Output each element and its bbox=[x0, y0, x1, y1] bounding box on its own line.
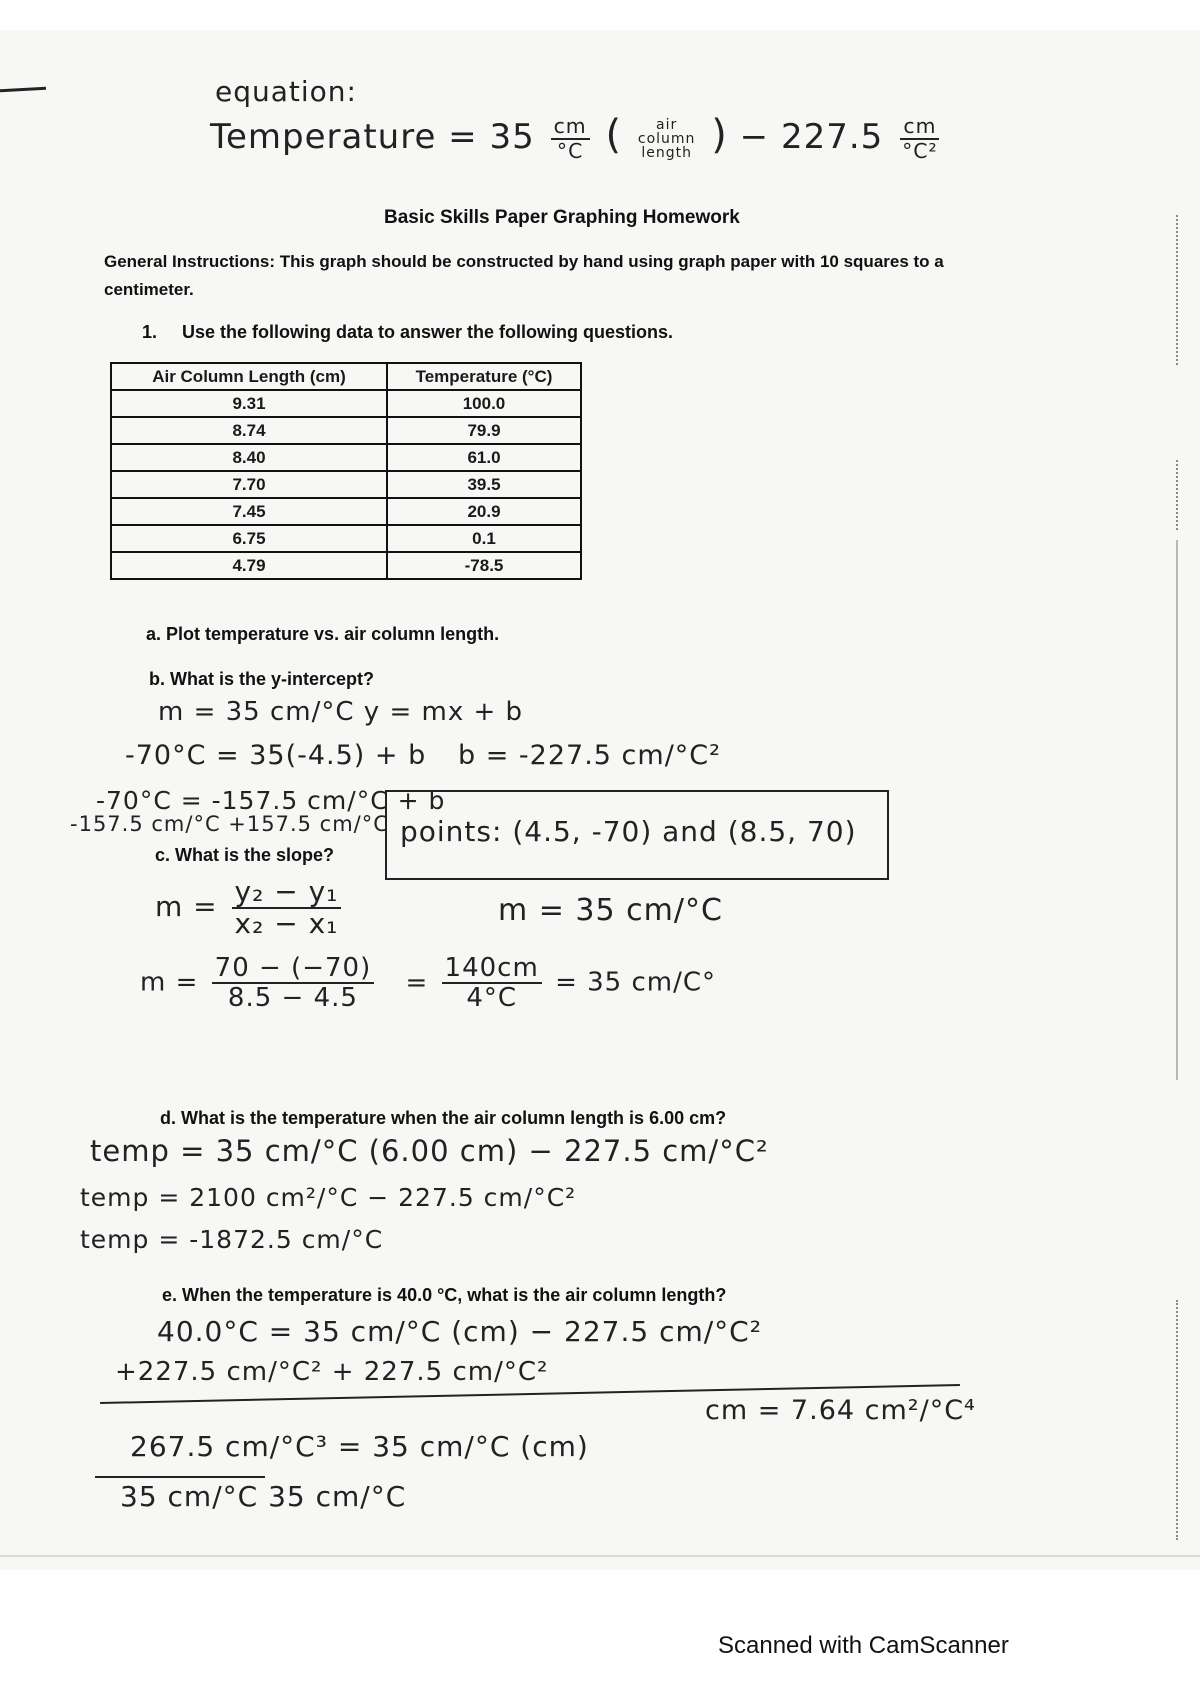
cell-temp: 20.9 bbox=[387, 498, 581, 525]
equation-line bbox=[210, 112, 945, 161]
cell-temp: 61.0 bbox=[387, 444, 581, 471]
fraction-line bbox=[95, 1476, 265, 1478]
instructions: General Instructions: This graph should be constructed by hand using graph paper with 10 squares to a bbox=[104, 252, 944, 271]
cell-temp: 39.5 bbox=[387, 471, 581, 498]
page-edge bbox=[0, 1555, 1200, 1557]
d-work-3: temp = -1872.5 cm/°C bbox=[80, 1225, 384, 1254]
b-work-4: -157.5 cm/°C +157.5 cm/°C bbox=[70, 812, 389, 836]
cell-length: 7.70 bbox=[111, 471, 387, 498]
equation-minus-term: − 227.5 bbox=[739, 117, 884, 157]
d-work-2: temp = 2100 cm²/°C − 227.5 cm/°C² bbox=[80, 1183, 577, 1212]
margin-line bbox=[1176, 540, 1178, 1080]
table-row bbox=[111, 552, 581, 579]
margin-dots bbox=[1176, 460, 1178, 530]
cell-temp: -78.5 bbox=[387, 552, 581, 579]
cell-length: 9.31 bbox=[111, 390, 387, 417]
question-b: b. What is the y-intercept? bbox=[149, 669, 375, 689]
margin-dots bbox=[1176, 1300, 1178, 1540]
col-header-temp: Temperature (°C) bbox=[387, 363, 581, 390]
col-header-length: Air Column Length (cm) bbox=[111, 363, 387, 390]
cell-length: 8.40 bbox=[111, 444, 387, 471]
margin-dots bbox=[1176, 215, 1178, 365]
data-table bbox=[110, 362, 582, 580]
slope-answer: m = 35 cm/°C bbox=[498, 893, 723, 928]
slope-calc: m = $\frac{70 - (-70)}{8.5 - 4.5}$ = $\frac{140cm}{4^\circ C}$ = 35 cm/C° bbox=[140, 953, 716, 1013]
e-work-3: 267.5 cm/°C³ = 35 cm/°C (cm) bbox=[130, 1430, 589, 1463]
q1-number: 1. bbox=[142, 322, 158, 342]
instructions-cont: centimeter. bbox=[104, 280, 194, 299]
cell-length: 4.79 bbox=[111, 552, 387, 579]
d-work-1: temp = 35 cm/°C (6.00 cm) − 227.5 cm/°C² bbox=[90, 1134, 769, 1168]
slope-calc-mid-fraction: $\frac{140cm}{4^\circ C}$ bbox=[442, 955, 542, 1011]
cell-length: 8.74 bbox=[111, 417, 387, 444]
cell-temp: 0.1 bbox=[387, 525, 581, 552]
table-row bbox=[111, 444, 581, 471]
question-e: e. When the temperature is 40.0 °C, what is the air column length? bbox=[162, 1285, 727, 1305]
e-answer: cm = 7.64 cm²/°C⁴ bbox=[705, 1395, 976, 1426]
equation-label: equation: bbox=[215, 75, 357, 108]
b-answer: b = -227.5 cm/°C² bbox=[458, 740, 721, 771]
points-text: points: (4.5, -70) and (8.5, 70) bbox=[400, 815, 857, 848]
cell-temp: 100.0 bbox=[387, 390, 581, 417]
cell-length: 6.75 bbox=[111, 525, 387, 552]
camscanner-footer: Scanned with CamScanner bbox=[718, 1632, 1009, 1659]
equation-minus-unit: $\frac{cm}{\text{°C²}}$ bbox=[902, 114, 938, 163]
equation-lhs: Temperature = bbox=[210, 117, 478, 157]
question-d: d. What is the temperature when the air column length is 6.00 cm? bbox=[160, 1108, 727, 1128]
cell-length: 7.45 bbox=[111, 498, 387, 525]
question-c: c. What is the slope? bbox=[155, 845, 335, 865]
table-row bbox=[111, 417, 581, 444]
equation-coef-unit: $\frac{cm}{^\circ C}$ bbox=[551, 116, 590, 161]
q1-text: Use the following data to answer the following questions. bbox=[182, 322, 674, 342]
slope-formula: m = $\frac{\text{y₂ − y₁}}{\text{x₂ − x₁}}$ bbox=[155, 878, 345, 938]
table-row bbox=[111, 525, 581, 552]
e-work-4: 35 cm/°C 35 cm/°C bbox=[120, 1480, 407, 1513]
equation-variable: air column length bbox=[637, 116, 696, 161]
cell-temp: 79.9 bbox=[387, 417, 581, 444]
table-row bbox=[111, 471, 581, 498]
e-work-2: +227.5 cm/°C² + 227.5 cm/°C² bbox=[115, 1357, 549, 1387]
b-work-1: m = 35 cm/°C y = mx + b bbox=[158, 697, 524, 727]
open-paren: ( bbox=[605, 112, 623, 158]
question-a: a. Plot temperature vs. air column length. bbox=[146, 624, 500, 644]
table-row bbox=[111, 390, 581, 417]
e-work-1: 40.0°C = 35 cm/°C (cm) − 227.5 cm/°C² bbox=[157, 1315, 762, 1348]
slope-calc-fraction: $\frac{70 - (-70)}{8.5 - 4.5}$ bbox=[212, 955, 375, 1011]
b-work-3: -70°C = -157.5 cm/°C + b bbox=[96, 786, 446, 815]
slope-formula-fraction: $\frac{\text{y₂ − y₁}}{\text{x₂ − x₁}}$ bbox=[232, 878, 342, 938]
equation-coef: 35 bbox=[489, 117, 535, 157]
b-work-2: -70°C = 35(-4.5) + b bbox=[125, 740, 427, 771]
table-header-row bbox=[111, 363, 581, 390]
close-paren: ) bbox=[711, 112, 728, 158]
page-title: Basic Skills Paper Graphing Homework bbox=[384, 207, 740, 228]
table-row bbox=[111, 498, 581, 525]
